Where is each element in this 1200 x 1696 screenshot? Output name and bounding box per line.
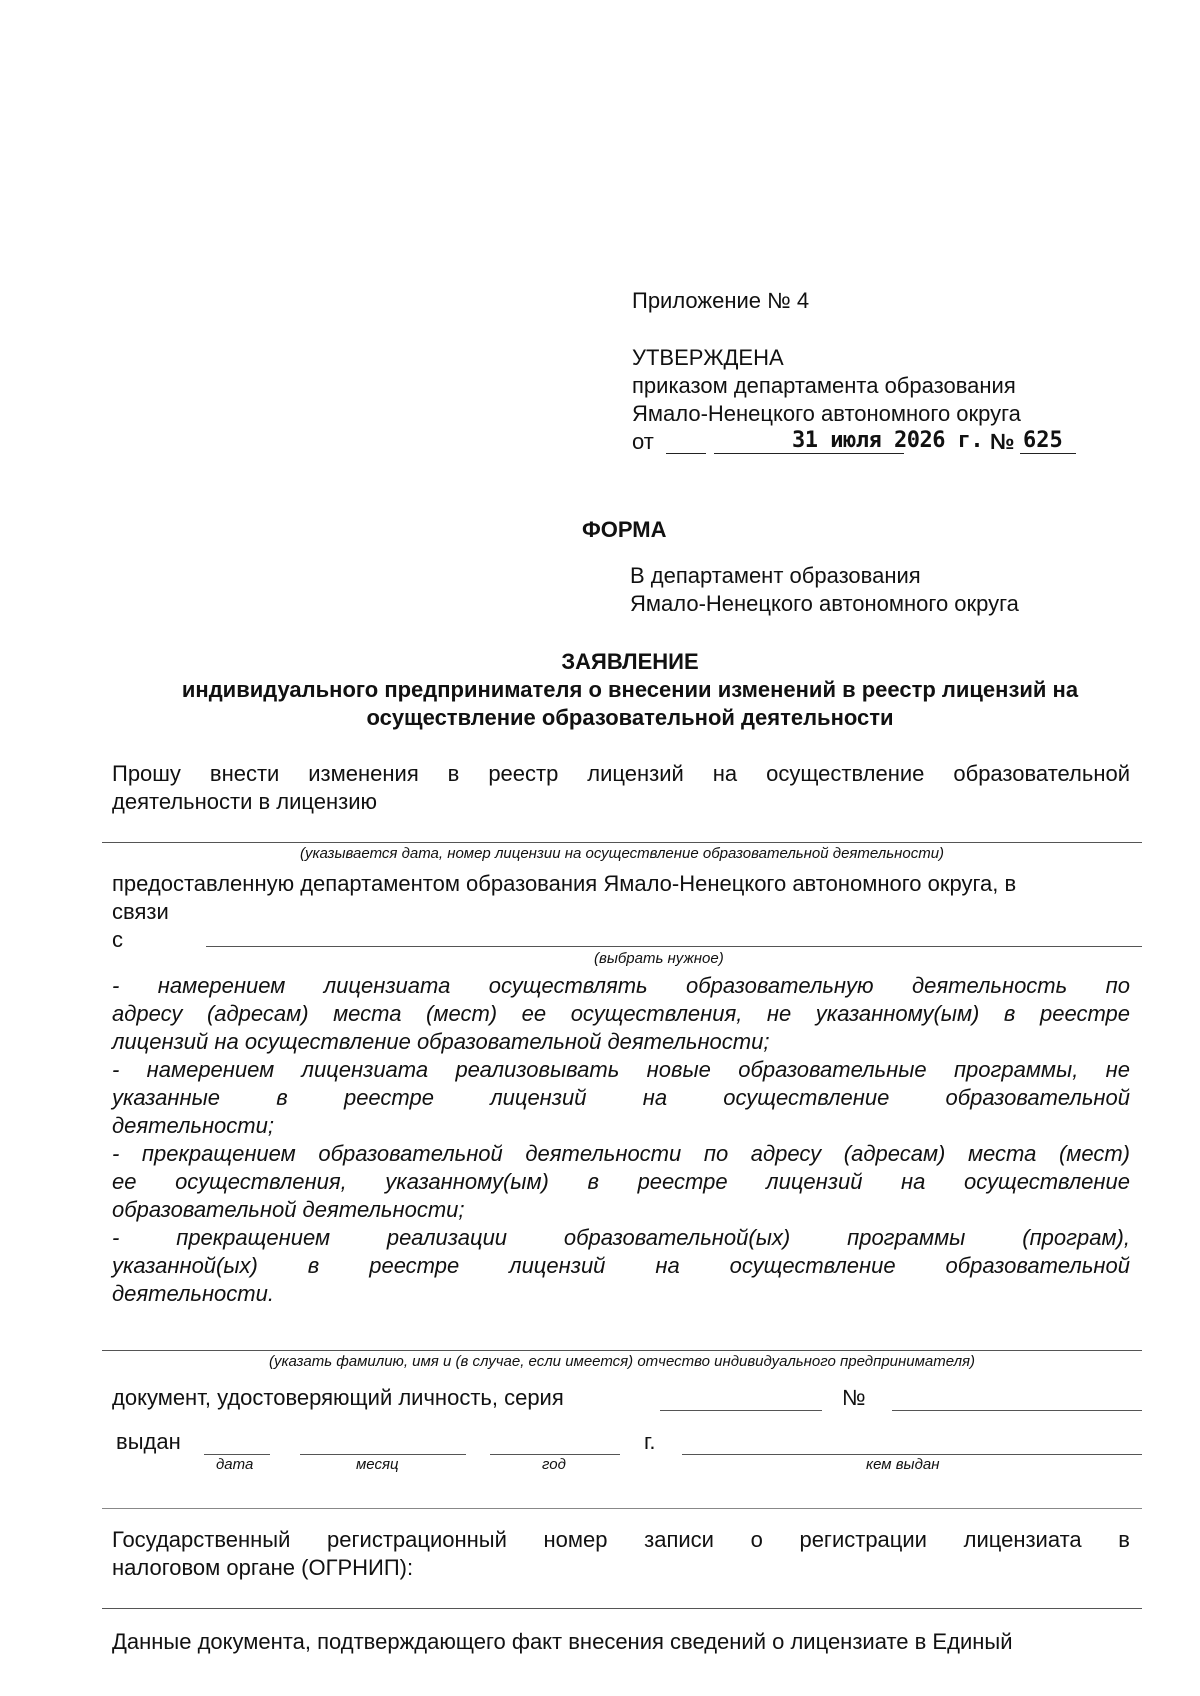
id-document-label: документ, удостоверяющий личность, серия [112, 1385, 564, 1410]
hint-choose: (выбрать нужное) [594, 950, 724, 967]
egrip-line-1: Данные документа, подтверждающего факт внесения сведений о лицензиате в Единый [112, 1629, 1013, 1654]
appendix-number: Приложение № 4 [632, 288, 810, 313]
order-date-value: 31 июля 2026 г. [792, 428, 984, 453]
request-line-1: Прошу внести изменения в реестр лицензий на осуществление образовательной [112, 761, 1130, 786]
order-number-value: 625 [1023, 428, 1063, 453]
request-line-2: деятельности в лицензию [112, 789, 378, 814]
option-1-line-3: лицензий на осуществление образовательной деятельности; [112, 1029, 770, 1054]
ogrnip-line-2: налоговом органе (ОГРНИП): [112, 1555, 414, 1580]
hint-name: (указать фамилию, имя и (в случае, если имеется) отчество индивидуального предпринимателя) [268, 1353, 976, 1370]
option-1-line-1: - намерением лицензиата осуществлять образовательную деятельность по [112, 973, 1130, 998]
options-block [112, 972, 1130, 1308]
option-2-line-3: деятельности; [112, 1113, 274, 1138]
option-4 [112, 1224, 1130, 1308]
id-series-input-line[interactable] [660, 1410, 822, 1411]
issued-year-input-line[interactable] [490, 1454, 620, 1455]
provided-line-1: предоставленную департаментом образования Ямало-Ненецкого автономного округа, в [112, 871, 1017, 896]
number-label: № [990, 429, 1015, 454]
option-3-line-1: - прекращением образовательной деятельности по адресу (адресам) места (мест) [112, 1141, 1130, 1166]
license-input-line[interactable] [102, 842, 1142, 843]
number-blank [1020, 453, 1076, 454]
form-title: ФОРМА [582, 517, 667, 542]
issuer-input-line[interactable] [682, 1454, 1142, 1455]
with-label: с [112, 927, 123, 952]
issued-date-input-line[interactable] [204, 1454, 270, 1455]
id-number-label: № [842, 1385, 866, 1410]
order-line-1: приказом департамента образования [632, 373, 1016, 398]
issued-label: выдан [116, 1429, 181, 1454]
hint-license: (указывается дата, номер лицензии на осуществление образовательной деятельности) [299, 845, 945, 862]
ogrnip-input-line[interactable] [102, 1608, 1142, 1609]
from-label: от [632, 429, 654, 454]
hint-issuer: кем выдан [866, 1456, 940, 1473]
option-2 [112, 1056, 1130, 1140]
option-3-line-2: ее осуществления, указанному(ым) в реестре лицензий на осуществление [112, 1169, 1130, 1194]
option-3-line-3: образовательной деятельности; [112, 1197, 465, 1222]
issued-month-input-line[interactable] [300, 1454, 466, 1455]
provided-line-2: связи [112, 899, 169, 924]
hint-month: месяц [356, 1456, 399, 1473]
option-2-line-2: указанные в реестре лицензий на осуществление образовательной [112, 1085, 1130, 1110]
order-line-2: Ямало-Ненецкого автономного округа [632, 401, 1021, 426]
document-subtitle-1: индивидуального предпринимателя о внесении изменений в реестр лицензий на [181, 677, 1079, 702]
document-title: ЗАЯВЛЕНИЕ [561, 649, 699, 674]
option-3 [112, 1140, 1130, 1224]
option-4-line-2: указанной(ых) в реестре лицензий на осуществление образовательной [112, 1253, 1130, 1278]
hint-date: дата [216, 1456, 254, 1473]
option-2-line-1: - намерением лицензиата реализовывать новые образовательные программы, не [112, 1057, 1130, 1082]
hint-year: год [542, 1456, 566, 1473]
document-subtitle-2: осуществление образовательной деятельности [366, 705, 894, 730]
option-4-line-3: деятельности. [112, 1281, 274, 1306]
option-4-line-1: - прекращением реализации образовательной(ых) программы (програм), [112, 1225, 1130, 1250]
addressee-line-1: В департамент образования [630, 563, 921, 588]
option-1-line-2: адресу (адресам) места (мест) ее осуществления, не указанному(ым) в реестре [112, 1001, 1130, 1026]
date-blank-short [666, 453, 706, 454]
year-suffix: г. [644, 1429, 656, 1454]
ogrnip-line-1: Государственный регистрационный номер записи о регистрации лицензиата в [112, 1527, 1130, 1552]
name-input-line[interactable] [102, 1350, 1142, 1351]
addressee-line-2: Ямало-Ненецкого автономного округа [630, 591, 1019, 616]
reason-input-line[interactable] [206, 946, 1142, 947]
separator-1 [102, 1508, 1142, 1509]
approved-label: УТВЕРЖДЕНА [632, 345, 784, 370]
option-1 [112, 972, 1130, 1056]
order-date-line [632, 428, 1092, 458]
id-number-input-line[interactable] [892, 1410, 1142, 1411]
